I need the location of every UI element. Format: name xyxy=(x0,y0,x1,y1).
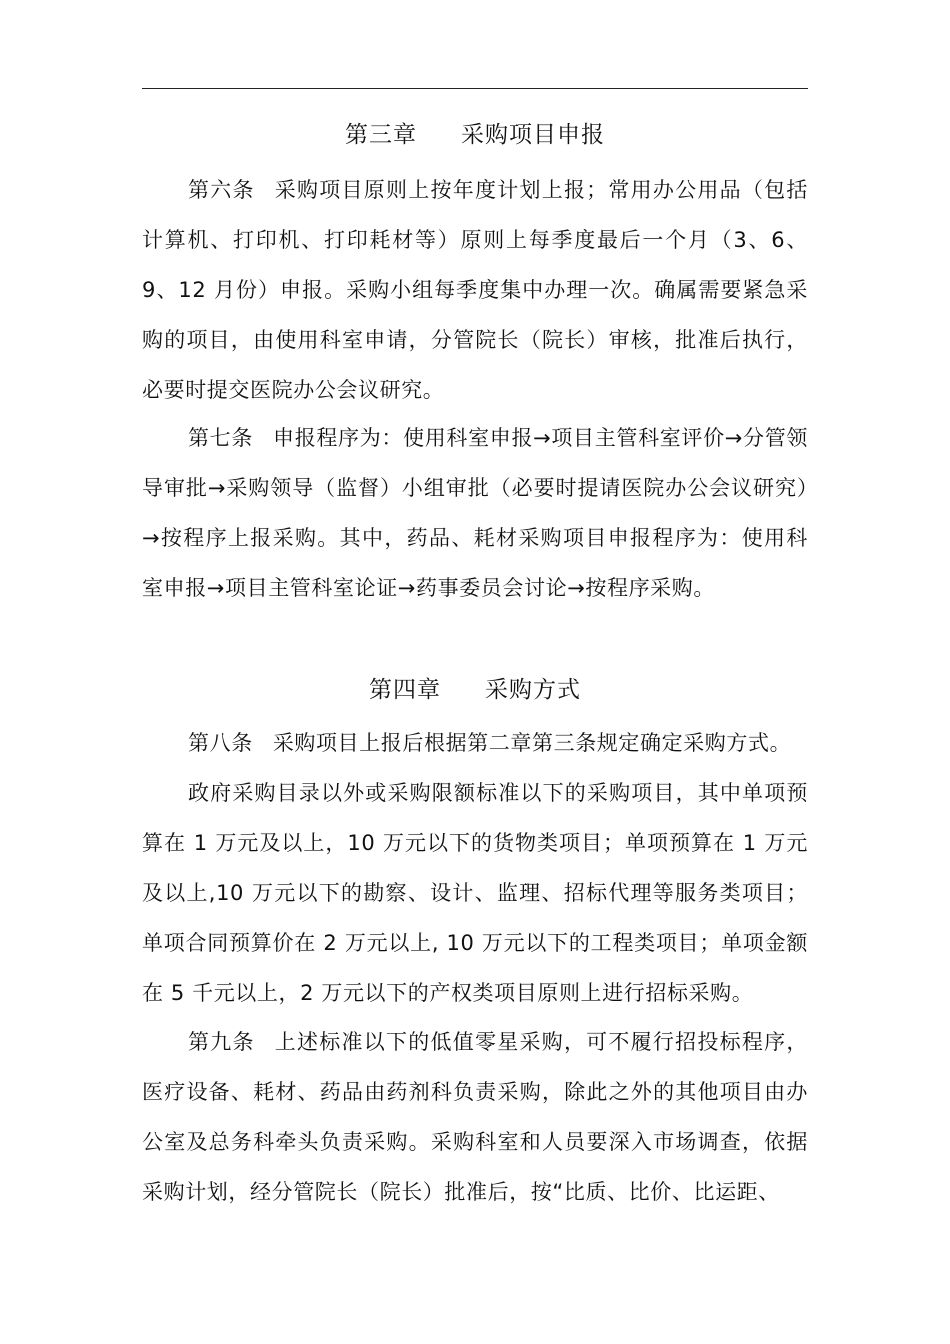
article-7 xyxy=(142,413,808,613)
article-8-text: 采购项目上报后根据第二章第三条规定确定采购方式。 xyxy=(272,731,792,755)
chapter-4-title xyxy=(142,675,808,705)
article-8 xyxy=(142,718,808,768)
article-6-text: 采购项目原则上按年度计划上报；常用办公用品（包括计算机、打印机、打印耗材等）原则上每季度最后一个月（3、6、9、12 月份）申报。采购小组每季度集中办理一次。确属需要紧急采购的项目，由使用科室申请，分管院长（院长）审核，批准后执行，必要时提交医院办公会议研究。 xyxy=(142,178,808,402)
article-7-text: 申报程序为：使用科室申报→项目主管科室评价→分管领导审批→采购领导（监督）小组审批（必要时提请医院办公会议研究）→按程序上报采购。其中，药品、耗材采购项目申报程序为：使用科室申报→项目主管科室论证→药事委员会讨论→按程序采购。 xyxy=(142,426,808,600)
chapter-4-heading: 采购方式 xyxy=(485,677,581,703)
article-9-number: 第九条 xyxy=(188,1030,255,1054)
header-rule xyxy=(142,88,808,89)
chapter-3-heading: 采购项目申报 xyxy=(461,122,605,148)
article-8-continuation xyxy=(142,768,808,1018)
chapter-3-title xyxy=(142,120,808,150)
chapter-3-number: 第三章 xyxy=(345,122,417,148)
article-6 xyxy=(142,165,808,415)
chapter-4-number: 第四章 xyxy=(369,677,441,703)
article-7-number: 第七条 xyxy=(188,426,254,450)
article-9 xyxy=(142,1017,808,1217)
article-6-number: 第六条 xyxy=(188,178,255,202)
article-8-number: 第八条 xyxy=(188,731,253,755)
article-9-text: 上述标准以下的低值零星采购，可不履行招投标程序，医疗设备、耗材、药品由药剂科负责采购，除此之外的其他项目由办公室及总务科牵头负责采购。采购科室和人员要深入市场调查，依据采购计划，经分管院长（院长）批准后，按“比质、比价、比运距、 xyxy=(142,1030,808,1204)
article-8-continuation-text: 政府采购目录以外或采购限额标准以下的采购项目，其中单项预算在 1 万元及以上，10 万元以下的货物类项目；单项预算在 1 万元及以上,10 万元以下的勘察、设计、监理、招标代理等服务类项目；单项合同预算价在 2 万元以上, 10 万元以下的工程类项目；单项金额在 5 千元以上，2 万元以下的产权类项目原则上进行招标采购。 xyxy=(142,781,808,1005)
